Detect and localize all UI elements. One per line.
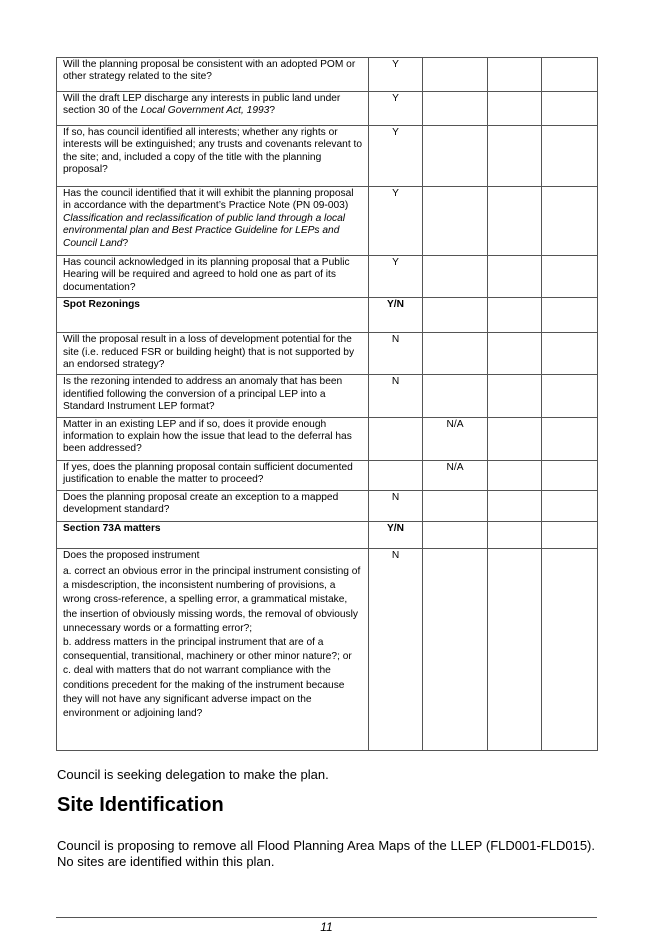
question-cell: Has council acknowledged in its planning proposal that a Public Hearing will be required and agreed to hold one as part of its documentation? [57,256,369,298]
empty-cell [542,126,598,187]
answer-cell [369,417,423,460]
na-cell [423,126,488,187]
table-row [57,490,598,521]
section-header-row [57,298,598,333]
empty-cell [542,333,598,375]
empty-cell [542,521,598,548]
question-cell: Will the draft LEP discharge any interests in public land under section 30 of the Local Government Act, 1993? [57,92,369,126]
question-cell: Matter in an existing LEP and if so, does it provide enough information to explain how the issue that lead to the deferral has been addressed? [57,417,369,460]
empty-cell [488,126,542,187]
answer-cell [369,460,423,490]
empty-cell [542,256,598,298]
section-heading: Site Identification [57,794,224,816]
empty-cell [488,187,542,256]
empty-cell [542,460,598,490]
page-number: 11 [320,920,333,934]
na-cell [423,58,488,92]
table-row [57,256,598,298]
section-body: Council is proposing to remove all Flood Planning Area Maps of the LLEP (FLD001-FLD015). No sites are identified within this plan. [57,838,595,869]
na-cell [423,375,488,417]
answer-header-cell: Y/N [369,521,423,548]
na-cell: N/A [423,460,488,490]
empty-cell [542,490,598,521]
empty-cell [488,490,542,521]
table-row [57,460,598,490]
empty-cell [488,548,542,750]
table-row [57,58,598,92]
table-row [57,417,598,460]
footer-divider [56,917,597,918]
answer-cell: Y [369,58,423,92]
answer-cell: N [369,548,423,750]
list-item: b. address matters in the principal instrument that are of a consequential, transitional, machinery or other minor nature?; or [63,637,352,663]
na-cell [423,187,488,256]
table-row [57,92,598,126]
empty-cell [542,58,598,92]
section-header-row [57,521,598,548]
empty-cell [488,92,542,126]
table-row [57,375,598,417]
table-row [57,548,598,750]
item-list [63,565,362,721]
checklist-table [56,57,598,751]
answer-cell: Y [369,126,423,187]
na-cell [423,92,488,126]
empty-cell [542,92,598,126]
question-intro: Does the proposed instrument [63,549,200,561]
empty-cell [488,417,542,460]
section-header-cell: Section 73A matters [57,521,369,548]
answer-cell: Y [369,187,423,256]
empty-cell [488,298,542,333]
list-item: c. deal with matters that do not warrant compliance with the conditions precedent for the making of the instrument because they will not have any significant adverse impact on the environment or adjoining land? [63,665,345,720]
empty-cell [488,333,542,375]
empty-cell [488,58,542,92]
answer-header-cell: Y/N [369,298,423,333]
question-cell: Will the planning proposal be consistent with an adopted POM or other strategy related to the site? [57,58,369,92]
answer-cell: N [369,333,423,375]
empty-cell [542,187,598,256]
delegation-note: Council is seeking delegation to make the plan. [57,767,329,782]
na-cell [423,333,488,375]
na-cell: N/A [423,417,488,460]
table-row [57,187,598,256]
empty-cell [423,521,488,548]
empty-cell [488,375,542,417]
question-cell: Has the council identified that it will exhibit the planning proposal in accordance with the department’s Practice Note (PN 09-003) Classification and reclassification of public land through a local environmental plan and Best Practice Guideline for LEPs and Council Land? [57,187,369,256]
na-cell [423,548,488,750]
empty-cell [488,460,542,490]
na-cell [423,256,488,298]
answer-cell: Y [369,256,423,298]
answer-cell: N [369,490,423,521]
list-item: a. correct an obvious error in the principal instrument consisting of a misdescription, the inconsistent numbering of provisions, a wrong cross-reference, a spelling error, a grammatical mistake, the insertion of obviously missing words, the removal of obviously unnecessary words or a formatting error?; [63,566,361,634]
empty-cell [488,521,542,548]
section-header-cell: Spot Rezonings [57,298,369,333]
question-cell: If yes, does the planning proposal contain sufficient documented justification to enable the matter to proceed? [57,460,369,490]
empty-cell [488,256,542,298]
table-row [57,126,598,187]
empty-cell [542,417,598,460]
empty-cell [423,298,488,333]
answer-cell: Y [369,92,423,126]
question-cell [57,548,369,750]
question-cell: Is the rezoning intended to address an anomaly that has been identified following the conversion of a principal LEP into a Standard Instrument LEP format? [57,375,369,417]
empty-cell [542,375,598,417]
question-cell: If so, has council identified all interests; whether any rights or interests will be extinguished; any trusts and covenants relevant to the site; and, included a copy of the title with the planning proposal? [57,126,369,187]
question-cell: Will the proposal result in a loss of development potential for the site (i.e. reduced FSR or building height) that is not supported by an endorsed strategy? [57,333,369,375]
empty-cell [542,548,598,750]
table-row [57,333,598,375]
empty-cell [542,298,598,333]
question-cell: Does the planning proposal create an exception to a mapped development standard? [57,490,369,521]
answer-cell: N [369,375,423,417]
na-cell [423,490,488,521]
